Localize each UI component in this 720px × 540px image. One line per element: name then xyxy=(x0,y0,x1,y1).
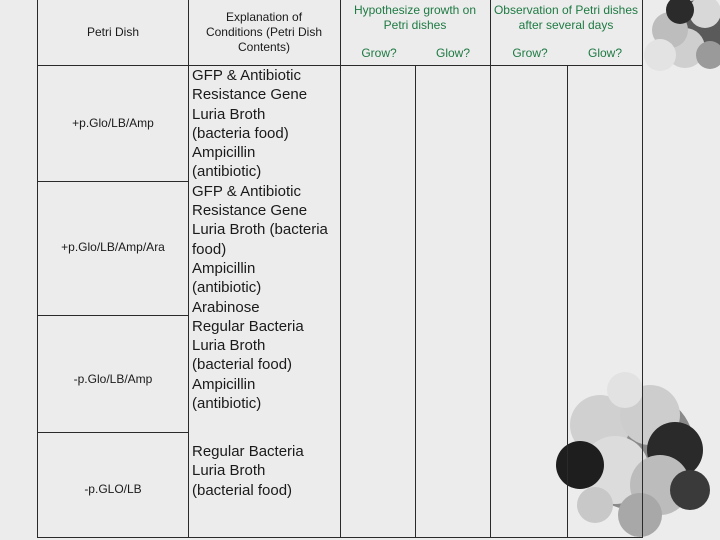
conditions-line: (bacterial food) xyxy=(192,481,293,499)
dish-label: -p.GLO/LB xyxy=(84,482,142,496)
conditions-line: (antibiotic) xyxy=(192,395,262,413)
conditions-line: Regular Bacteria xyxy=(192,317,304,335)
conditions-text xyxy=(192,442,342,500)
conditions-line: Luria Broth xyxy=(192,105,266,123)
conditions-line: (bacteria food) xyxy=(192,124,289,142)
subheader-hyp-glow: Glow? xyxy=(435,46,470,60)
grid-line xyxy=(37,0,38,538)
subheader-hyp-grow: Grow? xyxy=(361,46,397,60)
conditions-line: (bacterial food) xyxy=(192,356,293,374)
header-conditions: Explanation of Conditions (Petri Dish Contents) xyxy=(205,10,323,54)
conditions-line: Regular Bacteria xyxy=(192,443,304,460)
header-observation: Observation of Petri dishes after several days xyxy=(493,3,639,32)
header-hypothesis: Hypothesize growth on Petri dishes xyxy=(353,3,477,32)
grid-line xyxy=(37,432,189,433)
grid-line xyxy=(37,315,189,316)
grid-line xyxy=(490,0,491,538)
subheader-obs-grow: Grow? xyxy=(512,46,548,60)
conditions-line: Luria Broth (bacteria xyxy=(192,221,328,239)
conditions-text xyxy=(192,66,342,413)
grid-line xyxy=(37,537,643,538)
grid-line xyxy=(188,0,189,538)
dish-label: +p.Glo/LB/Amp/Ara xyxy=(61,240,165,254)
conditions-line: GFP & Antibiotic xyxy=(192,67,301,84)
conditions-line: (antibiotic) xyxy=(192,163,262,181)
grid-line xyxy=(567,65,568,538)
subheader-obs-glow: Glow? xyxy=(587,46,622,60)
conditions-line: Resistance Gene xyxy=(192,86,308,104)
conditions-line: Luria Broth xyxy=(192,462,266,480)
conditions-line: Ampicillin xyxy=(192,375,256,393)
conditions-line: Ampicillin xyxy=(192,144,256,162)
conditions-line: Ampicillin xyxy=(192,259,256,277)
grid-line xyxy=(642,0,643,538)
conditions-line: (antibiotic) xyxy=(192,279,262,297)
conditions-line: food) xyxy=(192,240,227,258)
grid-line xyxy=(37,181,189,182)
conditions-line: Resistance Gene xyxy=(192,202,308,220)
dish-label: +p.Glo/LB/Amp xyxy=(72,116,154,130)
header-petri-dish: Petri Dish xyxy=(86,25,139,39)
conditions-line: Arabinose xyxy=(192,298,260,316)
conditions-line: GFP & Antibiotic xyxy=(192,182,301,200)
dish-label: -p.Glo/LB/Amp xyxy=(73,372,153,386)
conditions-line: Luria Broth xyxy=(192,337,266,355)
grid-line xyxy=(415,65,416,538)
